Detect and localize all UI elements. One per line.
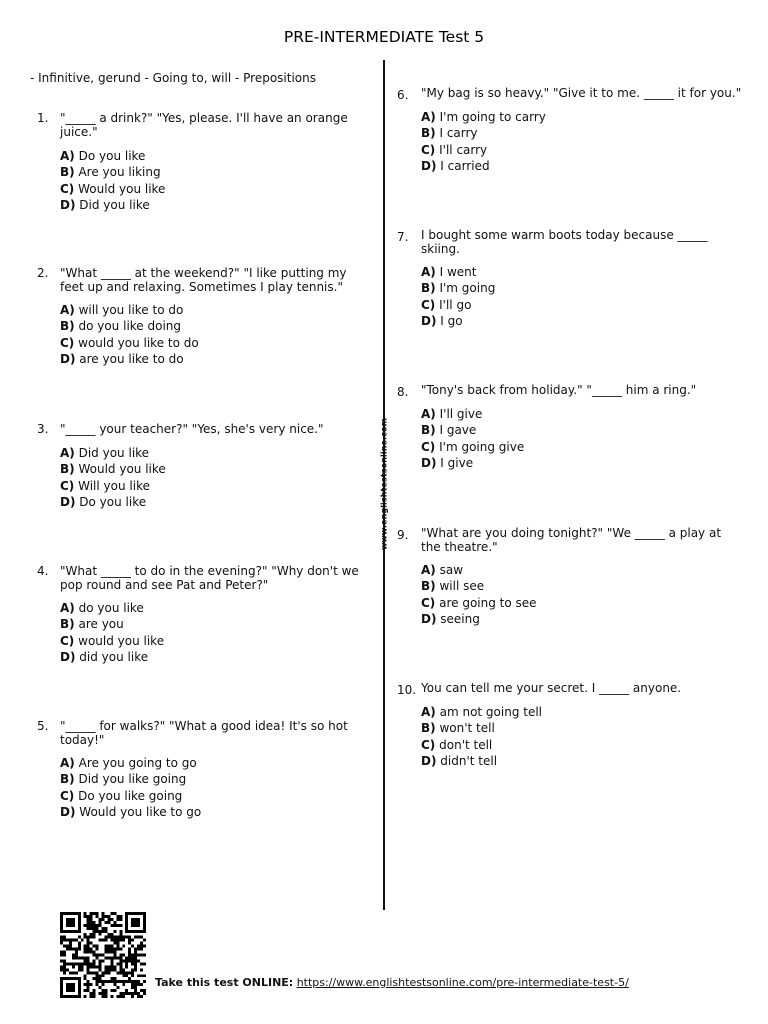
question-number: 3. bbox=[37, 422, 49, 436]
online-test-note bbox=[155, 976, 629, 989]
option-letter: C) bbox=[421, 439, 436, 454]
option-text: I'll give bbox=[439, 407, 483, 421]
option-letter: A) bbox=[60, 446, 75, 460]
option-text: Are you liking bbox=[78, 165, 161, 180]
option-text: Do you like going bbox=[78, 788, 183, 803]
option-letter: A) bbox=[421, 110, 436, 124]
option-letter: B) bbox=[60, 617, 75, 632]
option-letter: C) bbox=[60, 478, 75, 493]
option-letter: D) bbox=[60, 352, 76, 367]
option-letter: D) bbox=[421, 612, 437, 627]
question-number: 7. bbox=[397, 230, 409, 244]
answer-options bbox=[421, 109, 546, 175]
answer-options bbox=[60, 148, 165, 214]
option-c[interactable] bbox=[60, 633, 164, 649]
option-b[interactable] bbox=[60, 616, 164, 632]
option-text: I'm going bbox=[439, 281, 496, 296]
option-c[interactable] bbox=[60, 788, 201, 804]
option-text: do you like bbox=[78, 601, 144, 615]
option-letter: D) bbox=[421, 754, 437, 769]
option-c[interactable] bbox=[421, 595, 537, 611]
question-text: "What _____ to do in the evening?" "Why don't we pop round and see Pat and Peter?" bbox=[60, 564, 359, 592]
option-b[interactable] bbox=[421, 125, 546, 141]
option-letter: B) bbox=[60, 165, 75, 180]
option-d[interactable] bbox=[60, 197, 165, 213]
option-text: I'll carry bbox=[439, 142, 488, 157]
qr-code-icon[interactable] bbox=[58, 912, 148, 998]
option-d[interactable] bbox=[60, 804, 201, 820]
question-number: 6. bbox=[397, 88, 409, 102]
option-letter: C) bbox=[421, 142, 436, 157]
question-text: "_____ a drink?" "Yes, please. I'll have an orange juice." bbox=[60, 111, 348, 139]
option-text: I'll go bbox=[439, 297, 472, 312]
question-text: "My bag is so heavy." "Give it to me. _____ it for you." bbox=[421, 86, 742, 100]
option-letter: D) bbox=[421, 456, 437, 471]
option-a[interactable] bbox=[421, 109, 546, 125]
question-number: 1. bbox=[37, 111, 49, 125]
option-c[interactable] bbox=[421, 142, 546, 158]
option-text: am not going tell bbox=[439, 705, 543, 719]
option-text: would you like to do bbox=[78, 335, 199, 350]
option-text: don't tell bbox=[439, 737, 493, 752]
option-b[interactable] bbox=[60, 771, 201, 787]
option-text: I go bbox=[440, 314, 463, 329]
option-text: I give bbox=[440, 456, 474, 471]
option-text: won't tell bbox=[439, 721, 495, 736]
option-letter: C) bbox=[421, 737, 436, 752]
option-a[interactable] bbox=[421, 704, 542, 720]
option-a[interactable] bbox=[421, 406, 524, 422]
option-text: I carry bbox=[439, 126, 478, 141]
option-a[interactable] bbox=[60, 302, 199, 318]
option-letter: A) bbox=[60, 756, 75, 770]
option-d[interactable] bbox=[421, 611, 537, 627]
option-letter: B) bbox=[60, 462, 75, 477]
option-c[interactable] bbox=[421, 297, 495, 313]
option-d[interactable] bbox=[421, 313, 495, 329]
option-text: Would you like bbox=[78, 462, 166, 477]
option-c[interactable] bbox=[60, 181, 165, 197]
option-letter: B) bbox=[421, 721, 436, 736]
question-text: "_____ your teacher?" "Yes, she's very nice." bbox=[60, 422, 324, 436]
option-text: would you like bbox=[78, 633, 165, 648]
option-letter: A) bbox=[421, 265, 436, 279]
test-url-link[interactable]: https://www.englishtestsonline.com/pre-intermediate-test-5/ bbox=[296, 976, 629, 989]
question-text: I bought some warm boots today because _____ skiing. bbox=[421, 228, 708, 256]
option-letter: B) bbox=[421, 423, 436, 438]
option-b[interactable] bbox=[421, 578, 537, 594]
option-text: Do you like bbox=[78, 149, 146, 163]
option-letter: D) bbox=[60, 650, 76, 665]
option-letter: C) bbox=[421, 595, 436, 610]
option-a[interactable] bbox=[60, 755, 201, 771]
option-text: Would you like to go bbox=[79, 805, 202, 820]
question-number: 5. bbox=[37, 719, 49, 733]
option-text: saw bbox=[439, 563, 464, 577]
option-text: are going to see bbox=[439, 595, 537, 610]
option-letter: A) bbox=[421, 407, 436, 421]
option-d[interactable] bbox=[60, 494, 166, 510]
option-c[interactable] bbox=[60, 478, 166, 494]
option-c[interactable] bbox=[60, 335, 199, 351]
option-text: will you like to do bbox=[78, 303, 184, 317]
option-text: Do you like bbox=[79, 495, 147, 510]
option-text: did you like bbox=[79, 650, 149, 665]
option-d[interactable] bbox=[421, 455, 524, 471]
option-a[interactable] bbox=[421, 264, 495, 280]
option-letter: B) bbox=[60, 319, 75, 334]
option-letter: D) bbox=[60, 495, 76, 510]
answer-options bbox=[60, 445, 166, 511]
option-letter: D) bbox=[421, 159, 437, 174]
option-text: I'm going to carry bbox=[439, 110, 546, 124]
option-letter: C) bbox=[60, 181, 75, 196]
option-text: seeing bbox=[440, 612, 480, 627]
option-text: Did you like going bbox=[78, 772, 187, 787]
option-letter: C) bbox=[60, 633, 75, 648]
question-text: "Tony's back from holiday." "_____ him a ring." bbox=[421, 383, 697, 397]
option-letter: D) bbox=[421, 314, 437, 329]
option-text: Are you going to go bbox=[78, 756, 197, 770]
option-letter: B) bbox=[421, 126, 436, 141]
option-text: are you like to do bbox=[79, 352, 184, 367]
option-b[interactable] bbox=[421, 422, 524, 438]
answer-options bbox=[60, 600, 164, 666]
option-text: I went bbox=[439, 265, 477, 279]
question-number: 8. bbox=[397, 385, 409, 399]
option-letter: A) bbox=[421, 563, 436, 577]
watermark-text: www.englishtestsonline.com bbox=[379, 417, 389, 551]
option-b[interactable] bbox=[60, 318, 199, 334]
answer-options bbox=[421, 264, 495, 330]
question-text: "_____ for walks?" "What a good idea! It's so hot today!" bbox=[60, 719, 348, 747]
option-c[interactable] bbox=[421, 737, 542, 753]
option-letter: C) bbox=[421, 297, 436, 312]
option-b[interactable] bbox=[421, 280, 495, 296]
option-c[interactable] bbox=[421, 439, 524, 455]
page-title: PRE-INTERMEDIATE Test 5 bbox=[283, 28, 485, 46]
question-number: 4. bbox=[37, 564, 49, 578]
option-text: do you like doing bbox=[78, 319, 182, 334]
option-letter: C) bbox=[60, 788, 75, 803]
answer-options bbox=[421, 704, 542, 770]
option-d[interactable] bbox=[60, 351, 199, 367]
answer-options bbox=[60, 755, 201, 821]
option-letter: B) bbox=[421, 579, 436, 594]
answer-options bbox=[60, 302, 199, 368]
question-number: 2. bbox=[37, 266, 49, 280]
option-letter: D) bbox=[60, 805, 76, 820]
option-letter: B) bbox=[60, 772, 75, 787]
option-a[interactable] bbox=[60, 600, 164, 616]
option-d[interactable] bbox=[60, 649, 164, 665]
option-text: didn't tell bbox=[440, 754, 498, 769]
option-text: I'm going give bbox=[439, 439, 525, 454]
option-text: Would you like bbox=[78, 181, 166, 196]
option-letter: C) bbox=[60, 335, 75, 350]
option-letter: A) bbox=[60, 601, 75, 615]
option-letter: A) bbox=[60, 149, 75, 163]
option-d[interactable] bbox=[421, 753, 542, 769]
option-a[interactable] bbox=[60, 148, 165, 164]
option-d[interactable] bbox=[421, 158, 546, 174]
option-text: will see bbox=[439, 579, 485, 594]
option-text: Will you like bbox=[78, 478, 150, 493]
option-text: I carried bbox=[440, 159, 490, 174]
option-text: I gave bbox=[439, 423, 477, 438]
answer-options bbox=[421, 406, 524, 472]
option-b[interactable] bbox=[60, 164, 165, 180]
option-text: Did you like bbox=[79, 198, 150, 213]
option-letter: A) bbox=[421, 705, 436, 719]
option-b[interactable] bbox=[421, 720, 542, 736]
test-topics: - Infinitive, gerund - Going to, will - Prepositions bbox=[30, 71, 316, 85]
option-letter: D) bbox=[60, 198, 76, 213]
option-letter: A) bbox=[60, 303, 75, 317]
answer-options bbox=[421, 562, 537, 628]
question-text: "What are you doing tonight?" "We _____ a play at the theatre." bbox=[421, 526, 722, 554]
option-text: are you bbox=[78, 617, 124, 632]
option-b[interactable] bbox=[60, 461, 166, 477]
option-letter: B) bbox=[421, 281, 436, 296]
question-text: You can tell me your secret. I _____ anyone. bbox=[421, 681, 682, 695]
question-number: 10. bbox=[397, 683, 417, 697]
question-text: "What _____ at the weekend?" "I like putting my feet up and relaxing. Sometimes I play tennis." bbox=[60, 266, 347, 294]
question-number: 9. bbox=[397, 528, 409, 542]
option-a[interactable] bbox=[421, 562, 537, 578]
online-label: Take this test ONLINE: bbox=[155, 976, 294, 989]
option-a[interactable] bbox=[60, 445, 166, 461]
option-text: Did you like bbox=[78, 446, 150, 460]
